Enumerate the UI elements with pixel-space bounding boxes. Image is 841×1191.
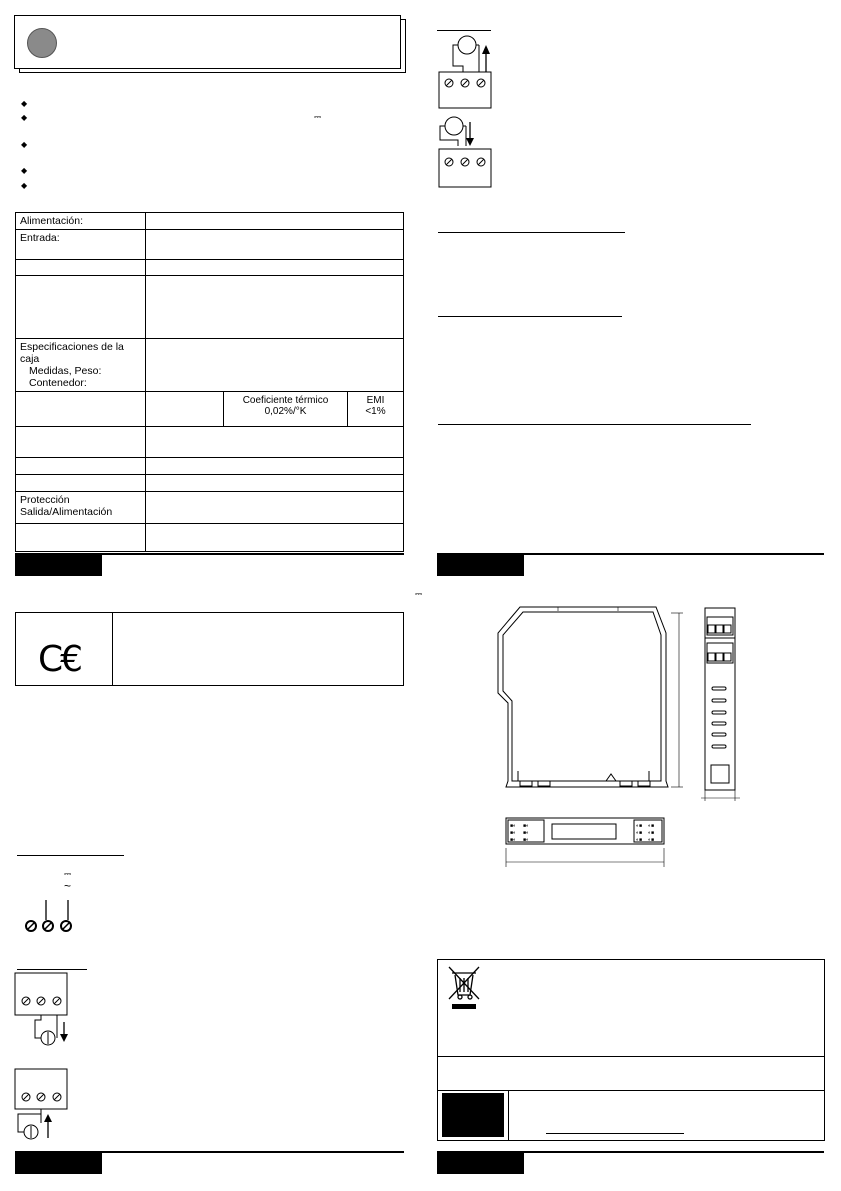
bullet-icon: ◆ (21, 99, 28, 108)
table-row (16, 475, 404, 492)
row-label (16, 260, 146, 276)
table-row (16, 276, 404, 339)
bullet-icon: ◆ (21, 140, 28, 149)
section-header-block (15, 555, 102, 576)
disposal-info-box (437, 959, 825, 1141)
box-divider (112, 613, 113, 685)
row-value (146, 427, 404, 458)
svg-text:◐■: ◐■ (648, 837, 655, 843)
table-row (16, 427, 404, 458)
dimensions-weight-label: Medidas, Peso: (29, 365, 102, 377)
section-underline (17, 855, 124, 856)
bullet-icon: ◆ (21, 166, 28, 175)
table-row (16, 524, 404, 552)
dc-symbol: ⎓ (415, 589, 423, 599)
row-label (16, 475, 146, 492)
row-value (146, 492, 404, 524)
bullet-icon: ◆ (21, 113, 28, 122)
container-label: Contenedor: (29, 377, 87, 389)
table-row (16, 339, 404, 392)
section-underline (17, 969, 87, 970)
svg-text:◐■: ◐■ (648, 823, 655, 829)
row-label (16, 524, 146, 552)
website-link-underline[interactable] (546, 1133, 684, 1134)
row-label (16, 276, 146, 339)
row-value (146, 524, 404, 552)
title-box (14, 15, 401, 69)
section-underline (438, 424, 751, 425)
table-row (16, 392, 404, 427)
svg-text:◐■: ◐■ (636, 830, 643, 836)
output-wiring-diagram-2 (14, 1068, 84, 1148)
supply-terminals-icon (20, 898, 80, 934)
thermal-coefficient-value: 0,02%/°K (264, 406, 307, 417)
svg-text:◐■: ◐■ (636, 823, 643, 829)
section-underline (438, 316, 622, 317)
box-divider (508, 1090, 509, 1140)
svg-text:■◐: ■◐ (523, 830, 530, 836)
table-row (16, 458, 404, 475)
emi-cell (347, 392, 403, 426)
emi-label: EMI (366, 395, 385, 406)
housing-dimension-drawing (496, 605, 746, 873)
svg-text:◐■: ◐■ (636, 837, 643, 843)
output-wiring-diagram-1 (14, 972, 84, 1052)
section-header-block (437, 1153, 524, 1174)
row-label: Entrada: (16, 230, 146, 260)
protection-label: Protección (20, 494, 70, 506)
svg-text:■◐: ■◐ (523, 823, 530, 829)
svg-text:■◐: ■◐ (510, 823, 517, 829)
dc-symbol: ⎓ (64, 869, 72, 879)
thermal-coefficient-label: Coeficiente térmico (242, 395, 329, 406)
row-label (16, 427, 146, 458)
row-label: Alimentación: (16, 213, 146, 230)
svg-text:◐■: ◐■ (648, 830, 655, 836)
ce-mark-icon: C€ (38, 639, 81, 680)
box-divider (438, 1056, 824, 1057)
svg-text:■◐: ■◐ (510, 837, 517, 843)
box-divider (438, 1090, 824, 1091)
input-wiring-diagram-2 (436, 116, 506, 192)
housing-spec-label: Especificaciones de la caja (20, 341, 124, 365)
emi-value: <1% (365, 406, 386, 417)
table-row (16, 213, 404, 230)
section-header-block (15, 1153, 102, 1174)
ac-symbol: ~ (64, 879, 72, 893)
row-value (146, 339, 404, 392)
row-label (16, 458, 146, 475)
input-wiring-diagram-1 (436, 34, 506, 114)
row-value (146, 260, 404, 276)
specifications-table (15, 212, 404, 552)
row-value (146, 213, 404, 230)
section-header-block (437, 555, 524, 576)
weee-crossed-bin-icon (446, 965, 482, 1011)
row-value (146, 458, 404, 475)
thermal-coefficient-cell (223, 392, 347, 426)
row-label (16, 392, 146, 427)
table-row (16, 492, 404, 524)
manufacturer-logo-block (442, 1093, 504, 1137)
table-row (16, 230, 404, 260)
row-label-protection (16, 492, 146, 524)
section-underline (438, 232, 625, 233)
ce-conformity-box (15, 612, 404, 686)
row-value (146, 276, 404, 339)
svg-text:■◐: ■◐ (523, 837, 530, 843)
row-value (146, 230, 404, 260)
table-row (16, 260, 404, 276)
section-underline (437, 30, 491, 31)
row-value (146, 475, 404, 492)
subcell-empty (146, 392, 223, 426)
output-supply-label: Salida/Alimentación (20, 506, 113, 518)
row-value-subcells (146, 392, 404, 427)
title-circle-icon (27, 28, 57, 58)
svg-text:■◐: ■◐ (510, 830, 517, 836)
row-label-housing (16, 339, 146, 392)
bullet-icon: ◆ (21, 181, 28, 190)
dc-symbol: ⎓ (314, 112, 322, 122)
